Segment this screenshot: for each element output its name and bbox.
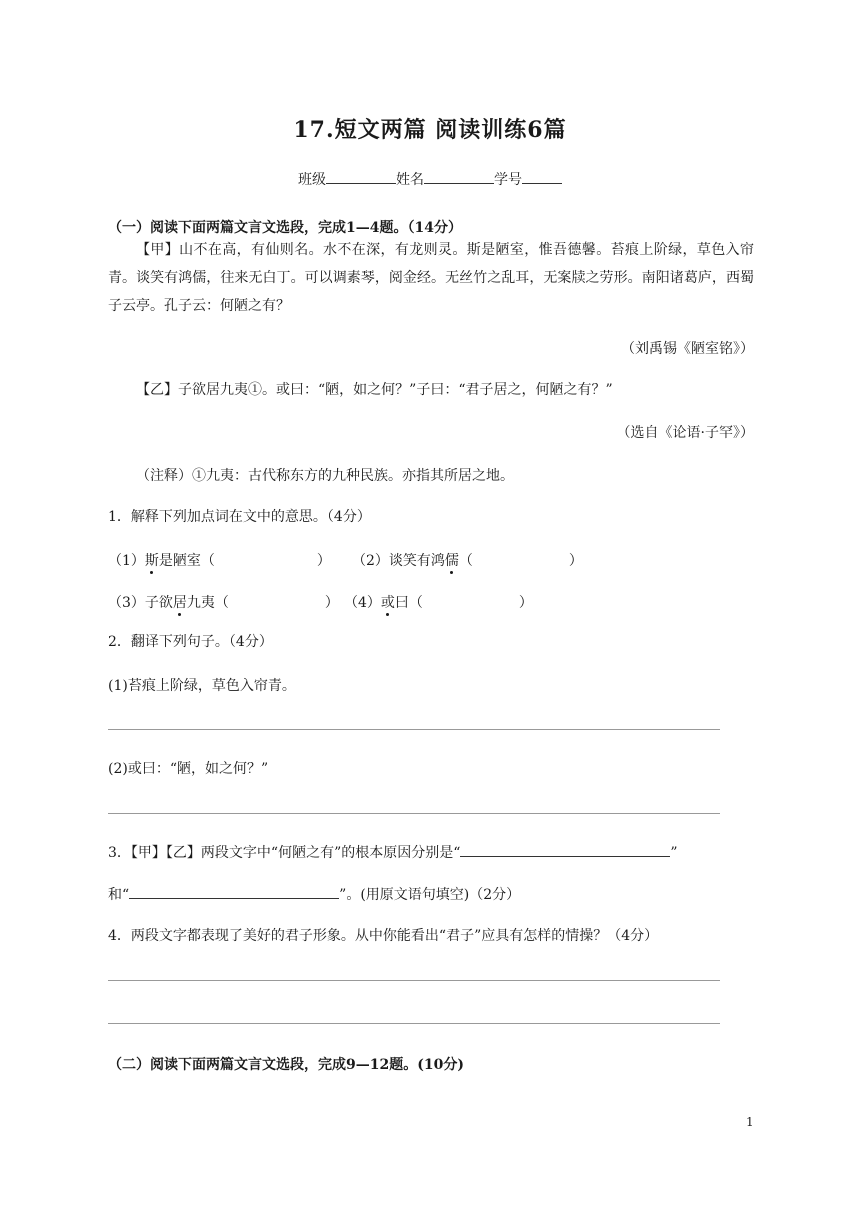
- section1-heading: （一）阅读下面两篇文言文选段，完成1—4题。（14分）: [108, 220, 462, 236]
- name-label: 姓名: [396, 172, 424, 188]
- q2-stem: 2．翻译下列句子。（4分）: [108, 634, 273, 650]
- q3-line-1: 3．【甲】【乙】两段文字中“何陋之有”的根本原因分别是“ ”: [108, 845, 678, 861]
- answer-blank[interactable]: [460, 844, 670, 857]
- q1-item-2: （2）谈笑有鸿儒（ ）: [352, 550, 583, 570]
- source-jia: （刘禹锡《陋室铭》）: [621, 341, 754, 357]
- id-blank[interactable]: [522, 171, 562, 184]
- student-info-line: [0, 169, 860, 189]
- q4-stem: 4．两段文字都表现了美好的君子形象。从中你能看出“君子”应具有怎样的情操？（4分）: [108, 928, 659, 944]
- page-number: 1: [746, 1115, 754, 1129]
- answer-line[interactable]: [108, 980, 720, 981]
- section2-heading: （二）阅读下面两篇文言文选段，完成9—12题。(10分): [108, 1057, 464, 1073]
- dotted-char: 居: [173, 592, 187, 612]
- source-yi: （选自《论语·子罕》）: [616, 425, 754, 441]
- annotation-note: （注释）①九夷：古代称东方的九种民族。亦指其所居之地。: [136, 468, 514, 484]
- answer-blank[interactable]: [129, 886, 339, 899]
- q3-line-2: 和“ ”。(用原文语句填空)（2分）: [108, 887, 521, 903]
- dotted-char: 斯: [145, 550, 159, 570]
- class-label: 班级: [298, 172, 326, 188]
- answer-line[interactable]: [108, 1023, 720, 1024]
- class-blank[interactable]: [326, 171, 396, 184]
- answer-line[interactable]: [108, 729, 720, 730]
- dotted-char: 儒: [445, 550, 459, 570]
- dotted-char: 或: [381, 592, 395, 612]
- name-blank[interactable]: [424, 171, 494, 184]
- passage-yi: 【乙】子欲居九夷①。或曰：“陋，如之何？”子曰：“君子居之，何陋之有？”: [136, 382, 613, 398]
- q1-stem: 1．解释下列加点词在文中的意思。（4分）: [108, 509, 371, 525]
- id-label: 学号: [494, 172, 522, 188]
- q2-sentence-1: (1)苔痕上阶绿，草色入帘青。: [108, 678, 296, 694]
- q1-item-4: （4）或曰（ ）: [344, 592, 533, 612]
- passage-jia: 【甲】山不在高，有仙则名。水不在深，有龙则灵。斯是陋室，惟吾德馨。苔痕上阶绿，草色入帘青。谈笑有鸿儒，往来无白丁。可以调素琴，阅金经。无丝竹之乱耳，无案牍之劳形。南阳诸葛庐，西蜀子云亭。孔子云：何陋之有？: [108, 242, 754, 314]
- q1-item-3: （3）子欲居九夷（ ）: [108, 592, 339, 612]
- q2-sentence-2: (2)或曰：“陋，如之何？”: [108, 761, 269, 777]
- answer-line[interactable]: [108, 813, 720, 814]
- page-title: 17.短文两篇 阅读训练6篇: [293, 117, 567, 143]
- q1-item-1: （1）斯是陋室（ ）: [108, 550, 331, 570]
